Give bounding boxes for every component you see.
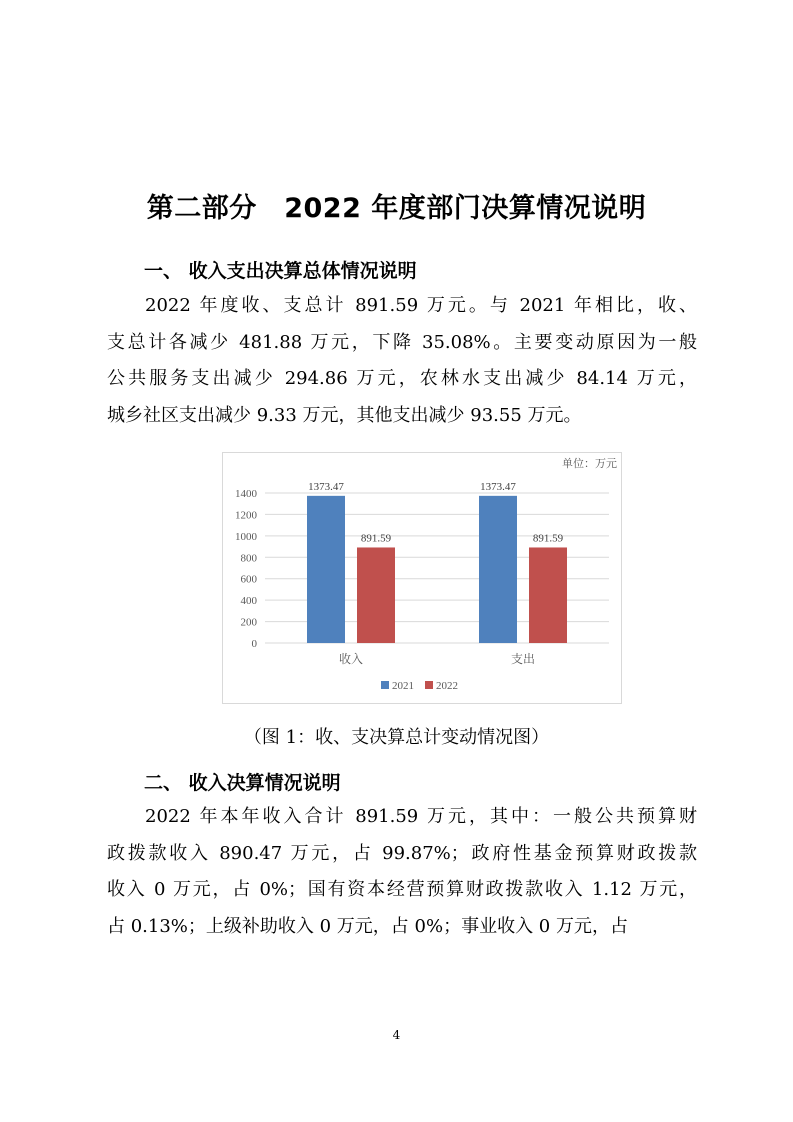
bar-2021	[307, 496, 345, 643]
figure-caption: （图 1：收、支决算总计变动情况图）	[243, 727, 550, 748]
y-tick-label: 600	[240, 573, 257, 586]
legend-swatch-2022	[425, 681, 433, 689]
section2-line: 政拨款收入 890.47 万元，占 99.87%；政府性基金预算财政拨款	[107, 842, 697, 864]
legend-swatch-2021	[381, 681, 389, 689]
legend-label: 2022	[436, 680, 458, 692]
section2-heading: 二、 收入决算情况说明	[144, 772, 341, 794]
y-tick-label: 200	[240, 616, 257, 629]
y-tick-label: 0	[251, 638, 257, 650]
section2-paragraph	[107, 799, 697, 945]
y-tick-label: 1000	[235, 530, 257, 543]
legend-label: 2021	[392, 680, 414, 692]
bar-data-label: 1373.47	[308, 480, 344, 493]
x-category-label: 收入	[338, 652, 364, 666]
y-tick-label: 1200	[235, 509, 257, 522]
bar-2022	[529, 547, 567, 643]
bar-chart	[223, 453, 621, 703]
y-tick-label: 800	[240, 552, 257, 565]
y-tick-label: 400	[240, 595, 257, 608]
x-category-label: 支出	[510, 652, 536, 666]
page-number: 4	[392, 1028, 401, 1042]
section1-paragraph	[107, 288, 697, 434]
section1-line: 公共服务支出减少 294.86 万元，农林水支出减少 84.14 万元，	[107, 368, 697, 389]
page-title: 第二部分 2022 年度部门决算情况说明	[146, 193, 647, 224]
section2-line: 2022 年本年收入合计 891.59 万元，其中：一般公共预算财	[145, 806, 697, 827]
section2-line: 占 0.13%；上级补助收入 0 万元，占 0%；事业收入 0 万元，占	[107, 915, 628, 937]
section1-heading: 一、 收入支出决算总体情况说明	[144, 260, 417, 282]
chart-unit-label: 单位：万元	[562, 458, 617, 470]
bar-data-label: 1373.47	[480, 480, 516, 493]
section2-line: 收入 0 万元，占 0%；国有资本经营预算财政拨款收入 1.12 万元，	[107, 879, 697, 900]
section1-line: 城乡社区支出减少 9.33 万元，其他支出减少 93.55 万元。	[107, 404, 582, 426]
section1-line: 2022 年度收、支总计 891.59 万元。与 2021 年相比，收、	[145, 295, 697, 316]
y-tick-label: 1400	[235, 488, 257, 500]
bar-data-label: 891.59	[532, 532, 564, 545]
bar-data-label: 891.59	[360, 532, 392, 545]
bar-chart-frame	[222, 452, 622, 704]
bar-2022	[357, 547, 395, 643]
section1-line: 支总计各减少 481.88 万元，下降 35.08%。主要变动原因为一般	[107, 331, 697, 353]
bar-2021	[479, 496, 517, 643]
